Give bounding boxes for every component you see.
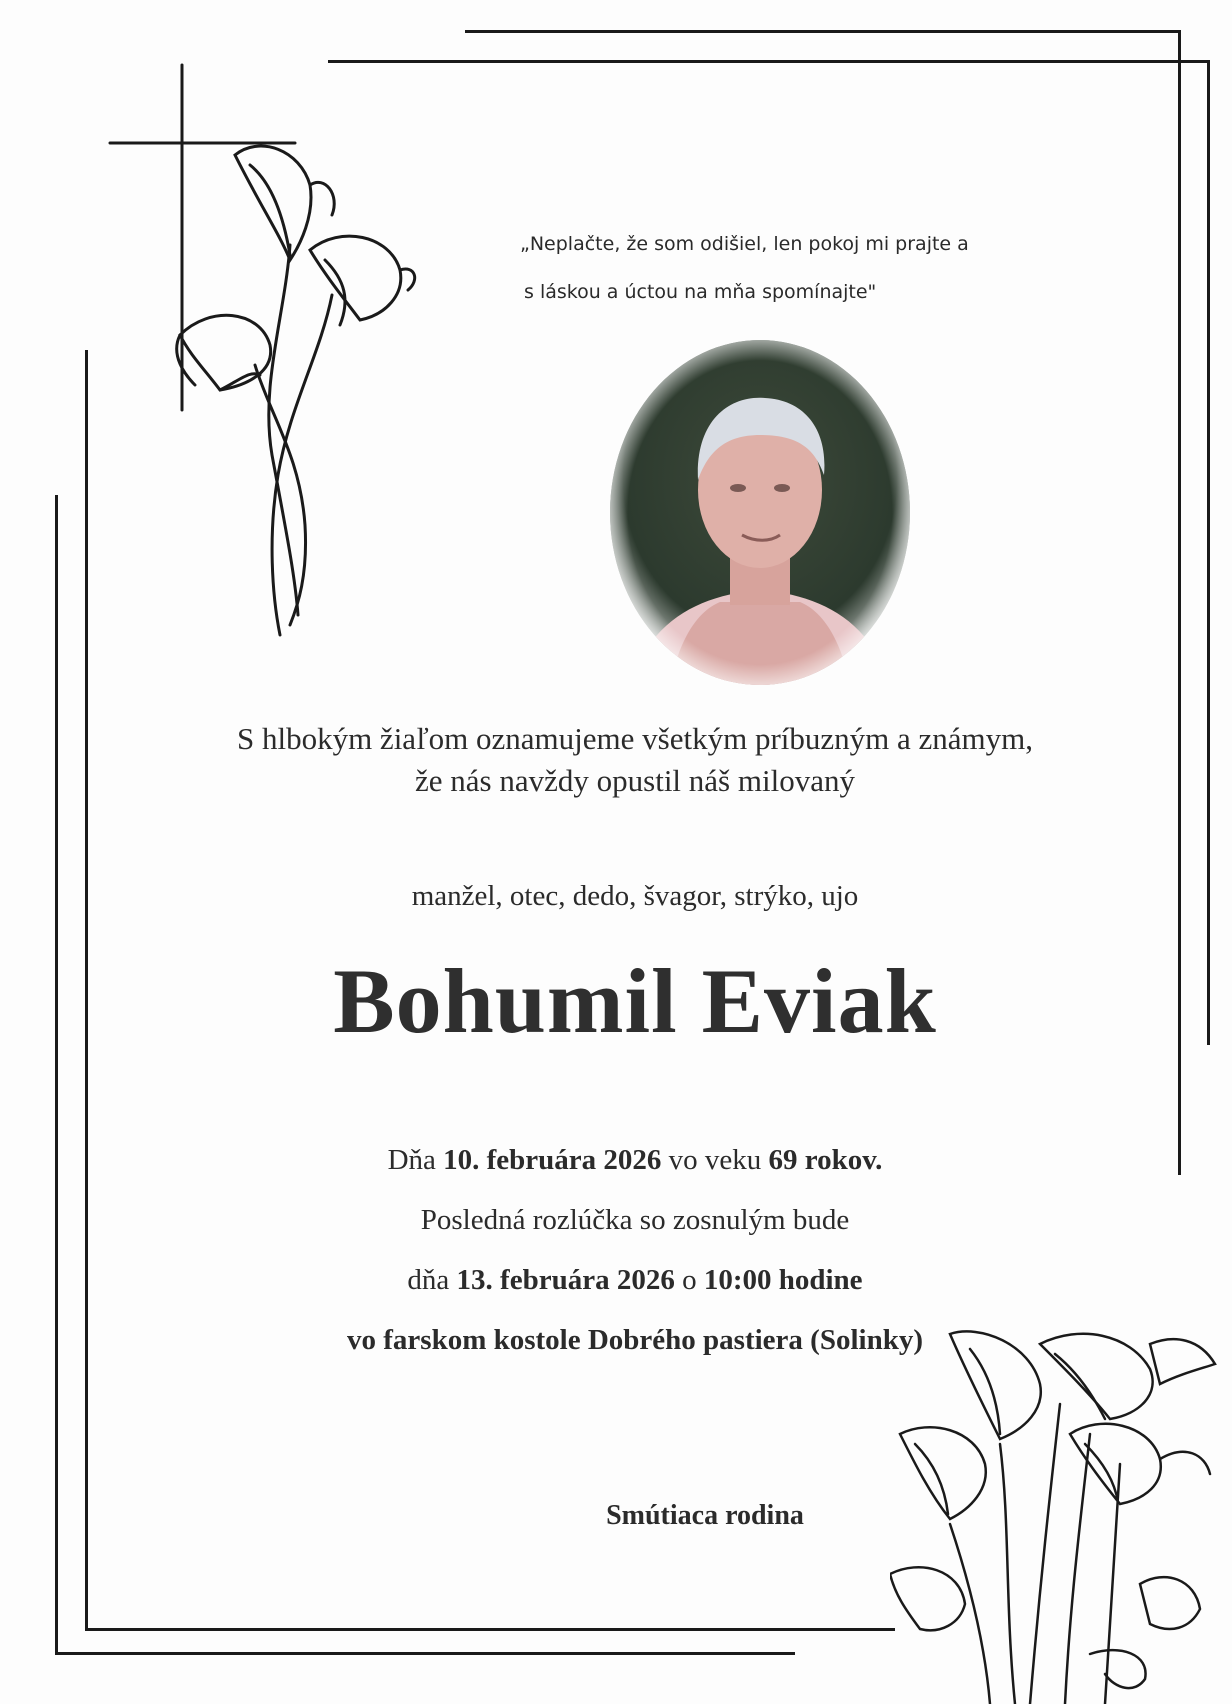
frame-right-outer	[1178, 30, 1181, 1175]
farewell-line: Posledná rozlúčka so zosnulým bude	[420, 1204, 850, 1236]
funeral-date: 13. februára 2026	[456, 1264, 675, 1296]
deceased-name: Bohumil Eviak	[333, 950, 937, 1052]
relations: manžel, otec, dedo, švagor, strýko, ujo	[411, 880, 859, 912]
funeral-time: 10:00 hodine	[703, 1264, 863, 1296]
cross-icon	[100, 55, 460, 655]
calla-lily-icon	[890, 1324, 1220, 1704]
announcement-text	[100, 718, 1170, 802]
quote	[520, 220, 1040, 316]
funeral-place: vo farskom kostole Dobrého pastiera (Solinky)	[347, 1324, 923, 1356]
quote-line-2: s láskou a úctou na mňa spomínajte"	[524, 281, 877, 303]
death-date: 10. februára 2026	[443, 1144, 662, 1176]
frame-bottom-inner	[85, 1628, 895, 1631]
frame-left-outer	[55, 495, 58, 1655]
announcement-line-1: S hlbokým žiaľom oznamujeme všetkým príbuzným a známym,	[236, 721, 1034, 756]
funeral-date-line: dňa 13. februára 2026 o 10:00 hodine	[407, 1264, 863, 1296]
frame-top-outer	[465, 30, 1180, 33]
signature: Smútiaca rodina	[606, 1500, 804, 1531]
frame-top-inner	[328, 60, 1208, 63]
frame-left-inner	[85, 350, 88, 1630]
frame-bottom-outer	[55, 1652, 795, 1655]
frame-right-inner	[1207, 60, 1210, 1045]
age: 69 rokov.	[768, 1144, 883, 1176]
death-date-line: Dňa 10. februára 2026 vo veku 69 rokov.	[387, 1144, 883, 1176]
announcement-line-2: že nás navždy opustil náš milovaný	[415, 763, 855, 798]
quote-line-1: „Neplačte, že som odišiel, len pokoj mi prajte a	[520, 233, 969, 255]
portrait-photo	[610, 340, 910, 685]
